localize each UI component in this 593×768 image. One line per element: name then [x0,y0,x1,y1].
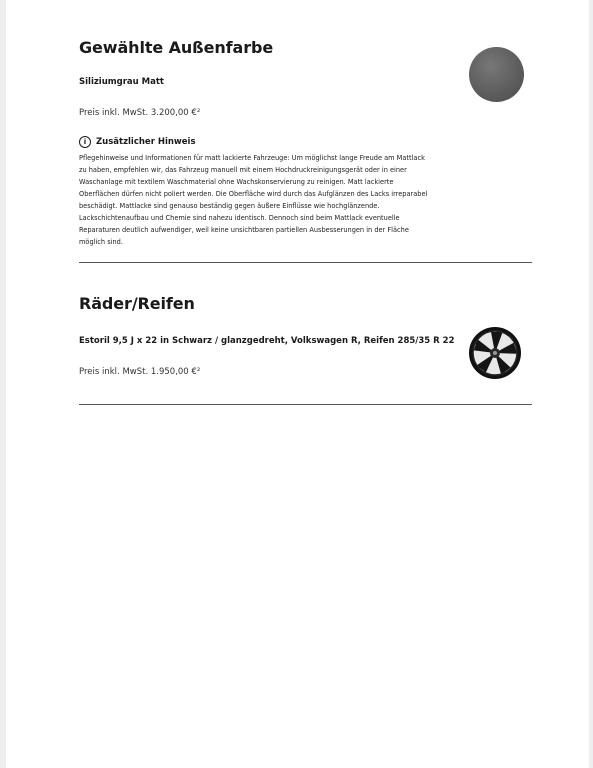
wheels-section [79,294,532,313]
section-divider [79,404,532,405]
wheel-rim-icon [468,326,522,380]
wheel-price: Preis inkl. MwSt. 1.950,00 €² [79,367,201,377]
note-line: beschädigt. Mattlacke sind genauso beständig gegen äußere Einflüsse wie hochglänzende. [79,202,380,210]
info-icon: i [79,136,91,148]
note-body [79,152,441,248]
wheel-name: Estoril 9,5 J x 22 in Schwarz / glanzgedreht, Volkswagen R, Reifen 285/35 R 22 [79,336,455,346]
note-line: möglich sind. [79,238,123,246]
color-swatch [469,47,524,102]
document-page [6,0,589,768]
exterior-color-title: Gewählte Außenfarbe [79,38,274,57]
section-divider [79,262,532,263]
note-header [79,136,532,148]
note-line: Reparaturen deutlich aufwendiger, weil keine unsichtbaren partiellen Ausbesserungen in der Fläche [79,226,409,234]
wheels-title: Räder/Reifen [79,294,195,313]
note-title: Zusätzlicher Hinweis [96,137,196,147]
note-line: Pflegehinweise und Informationen für matt lackierte Fahrzeuge: Um möglichst lange Freude am Mattlack [79,154,425,162]
note-line: Lackschichtenaufbau und Chemie sind nahezu identisch. Dennoch sind beim Mattlack eventuelle [79,214,400,222]
note-line: zu haben, empfehlen wir, das Fahrzeug manuell mit einem Hochdruckreinigungsgerät oder in einer [79,166,407,174]
exterior-color-name: Siliziumgrau Matt [79,77,164,87]
exterior-color-section [79,38,532,57]
note-line: Oberflächen dürfen nicht poliert werden. Die Oberfläche wird durch das Aufglänzen des Lacks irreparabel [79,190,428,198]
note-line: Waschanlage mit textilem Waschmaterial ohne Wachskonservierung zu reinigen. Matt lackierte [79,178,394,186]
exterior-color-price: Preis inkl. MwSt. 3.200,00 €² [79,108,201,118]
